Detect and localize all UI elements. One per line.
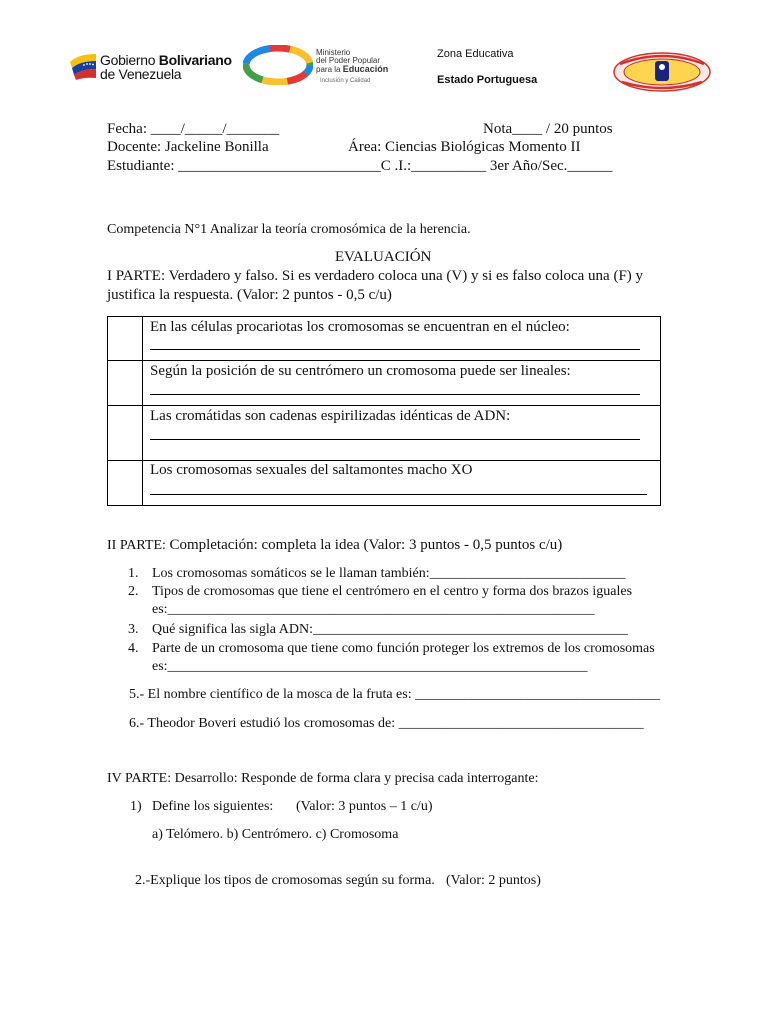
ministerio-text: Ministerio del Poder Popular para la Educación [316, 48, 389, 74]
parte1-instructions-line1: I PARTE: Verdadero y falso. Si es verdadero coloca una (V) y si es falso coloca una (F) y [107, 268, 644, 284]
parte4-q1-num: 1) [130, 799, 142, 814]
evaluacion-title: EVALUACIÓN [335, 249, 432, 265]
venezuela-text: de Venezuela [100, 66, 182, 82]
venezuela-flag-icon [68, 52, 98, 80]
parte4-q1-valor: (Valor: 3 puntos – 1 c/u) [296, 799, 433, 814]
ministerio-ring-icon [243, 45, 313, 85]
statement-text: Según la posición de su centrómero un cromosoma puede ser lineales: [150, 363, 571, 379]
parte2-item5: 5.- El nombre científico de la mosca de la fruta es: ___________________________________ [129, 687, 661, 702]
answer-cell[interactable] [108, 461, 143, 505]
parte4-q1-options: a) Telómero. b) Centrómero. c) Cromosoma [152, 827, 399, 842]
list-item: 2. Tipos de cromosomas que tiene el centrómero en el centro y forma dos brazos iguales es:_____________________________________________________________ [128, 584, 633, 617]
gobierno-bolivariano-logo [68, 48, 238, 84]
statement-text: En las células procariotas los cromosomas se encuentran en el núcleo: [150, 319, 570, 335]
parte2-list [128, 566, 688, 679]
statement-text: Las cromátidas son cadenas espirilizadas idénticas de ADN: [150, 408, 511, 424]
estudiante-field: Estudiante: ___________________________C .I.:__________ 3er Año/Sec.______ [107, 158, 613, 174]
answer-cell[interactable] [108, 361, 143, 405]
table-row [108, 317, 660, 361]
nota-field: Nota____ / 20 puntos [483, 121, 613, 137]
parte4-q2-valor: (Valor: 2 puntos) [446, 873, 541, 888]
list-item-text: Los cromosomas somáticos se le llaman también:____________________________ [152, 566, 626, 581]
table-row [108, 461, 660, 505]
list-item: 4. Parte de un cromosoma que tiene como función proteger los extremos de los cromosomas es:____________________________________________________________ [128, 641, 655, 674]
zona-educativa-text: Zona Educativa [437, 48, 514, 60]
table-row [108, 361, 660, 406]
parte4-q2-text: 2.-Explique los tipos de cromosomas según su forma. [135, 873, 435, 888]
parte2-item6: 6.- Theodor Boveri estudió los cromosomas de: ___________________________________ [129, 716, 644, 731]
parte4-q1-text: Define los siguientes: [152, 799, 274, 814]
table-row [108, 406, 660, 461]
area-text: Área: Ciencias Biológicas Momento II [348, 139, 581, 155]
justification-line[interactable] [150, 439, 640, 440]
school-seal-icon [612, 52, 712, 92]
docente-text: Docente: Jackeline Bonilla [107, 139, 269, 155]
gobierno-text: Gobierno Bolivariano [100, 52, 232, 68]
answer-cell[interactable] [108, 406, 143, 460]
list-item-text: Tipos de cromosomas que tiene el centrómero en el centro y forma dos brazos iguales [152, 584, 633, 599]
parte1-instructions-line2: justifica la respuesta. (Valor: 2 puntos - 0,5 c/u) [107, 287, 392, 303]
true-false-table [107, 316, 661, 506]
competencia-text: Competencia N°1 Analizar la teoría cromosómica de la herencia. [107, 222, 471, 237]
ministerio-subtitle: Inclusión y Calidad [320, 78, 371, 84]
parte2-heading: II PARTE: Completación: completa la idea (Valor: 3 puntos - 0,5 puntos c/u) [107, 537, 563, 553]
list-item-text: Parte de un cromosoma que tiene como función proteger los extremos de los cromosomas [152, 641, 655, 656]
fecha-field: Fecha: ____/_____/_______ [107, 121, 280, 137]
list-item: 1. Los cromosomas somáticos se le llaman también:____________________________ [128, 566, 626, 581]
list-item-text: Qué significa las sigla ADN:_____________________________________________ [152, 622, 628, 637]
list-item-text-cont: es:_____________________________________________________________ [152, 602, 595, 617]
parte4-heading: IV PARTE: Desarrollo: Responde de forma clara y precisa cada interrogante: [107, 771, 539, 786]
answer-cell[interactable] [108, 317, 143, 360]
list-item-text-cont: es:____________________________________________________________ [152, 659, 588, 674]
justification-line[interactable] [150, 494, 647, 495]
justification-line[interactable] [150, 349, 640, 350]
list-item: 3. Qué significa las sigla ADN:_____________________________________________ [128, 622, 628, 637]
justification-line[interactable] [150, 394, 640, 395]
statement-text: Los cromosomas sexuales del saltamontes macho XO [150, 462, 473, 478]
ministerio-educacion-logo [243, 45, 413, 87]
estado-portuguesa-text: Estado Portuguesa [437, 74, 538, 86]
